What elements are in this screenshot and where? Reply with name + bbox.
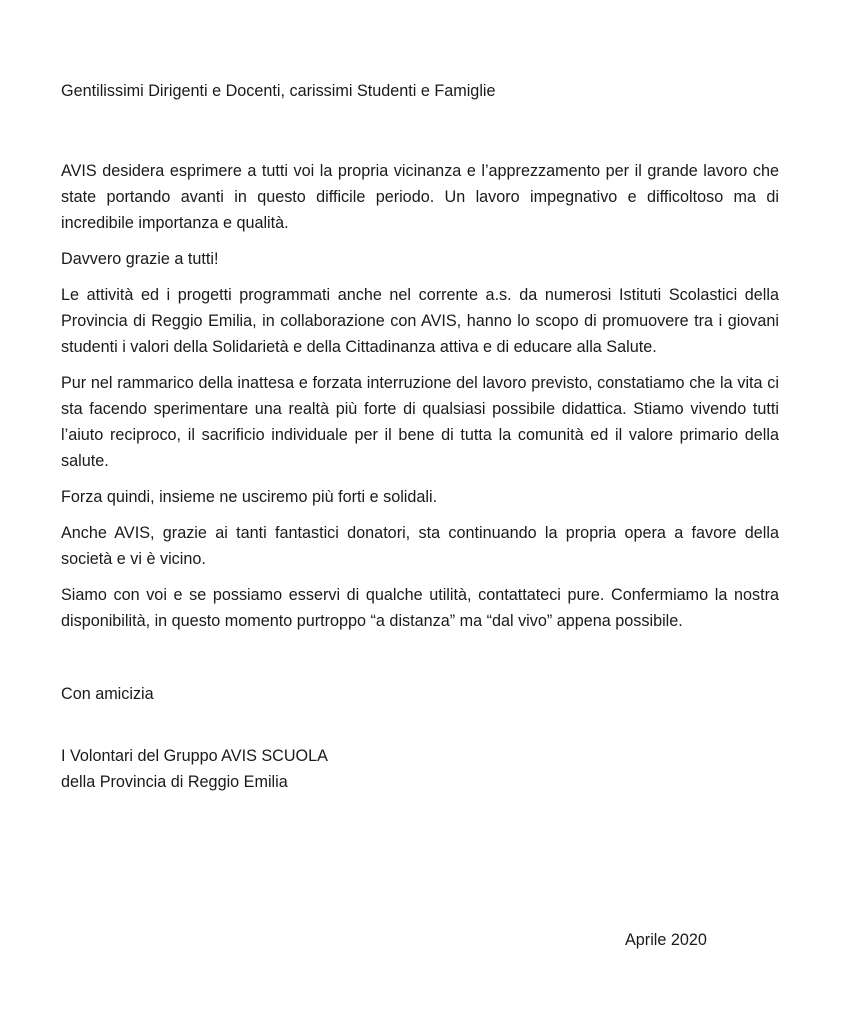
letter-date: Aprile 2020 (625, 931, 707, 949)
letter-body (61, 78, 779, 795)
letter-paragraph: Forza quindi, insieme ne usciremo più forti e solidali. (61, 488, 438, 506)
letter-closing: Con amicizia (61, 685, 154, 703)
letter-salutation: Gentilissimi Dirigenti e Docenti, carissimi Studenti e Famiglie (61, 82, 496, 100)
letter-signature (61, 743, 779, 795)
letter-paragraph: AVIS desidera esprimere a tutti voi la propria vicinanza e l’apprezzamento per il grande lavoro che state portando avanti in questo difficile periodo. Un lavoro impegnativo e difficoltoso ma di incredibile importanza e qualità. (61, 162, 779, 232)
signature-line-group: I Volontari del Gruppo AVIS SCUOLA (61, 747, 328, 765)
letter-paragraph: Pur nel rammarico della inattesa e forzata interruzione del lavoro previsto, constatiamo che la vita ci sta facendo sperimentare una realtà più forte di qualsiasi possibile didattica. Stiamo vivendo tutti l’aiuto reciproco, il sacrificio individuale per il bene di tutta la comunità ed il valore primario della salute. (61, 374, 779, 470)
letter-paragraph: Siamo con voi e se possiamo esservi di qualche utilità, contattateci pure. Confermiamo la nostra disponibilità, in questo momento purtroppo “a distanza” ma “dal vivo” appena possibile. (61, 586, 779, 630)
letter-paragraph: Davvero grazie a tutti! (61, 250, 219, 268)
letter-paragraph: Anche AVIS, grazie ai tanti fantastici donatori, sta continuando la propria opera a favore della società e vi è vicino. (61, 524, 779, 568)
signature-line-province: della Provincia di Reggio Emilia (61, 773, 288, 791)
letter-paragraph: Le attività ed i progetti programmati anche nel corrente a.s. da numerosi Istituti Scolastici della Provincia di Reggio Emilia, in collaborazione con AVIS, hanno lo scopo di promuovere tra i giovani studenti i valori della Solidarietà e della Cittadinanza attiva e di educare alla Salute. (61, 286, 779, 356)
